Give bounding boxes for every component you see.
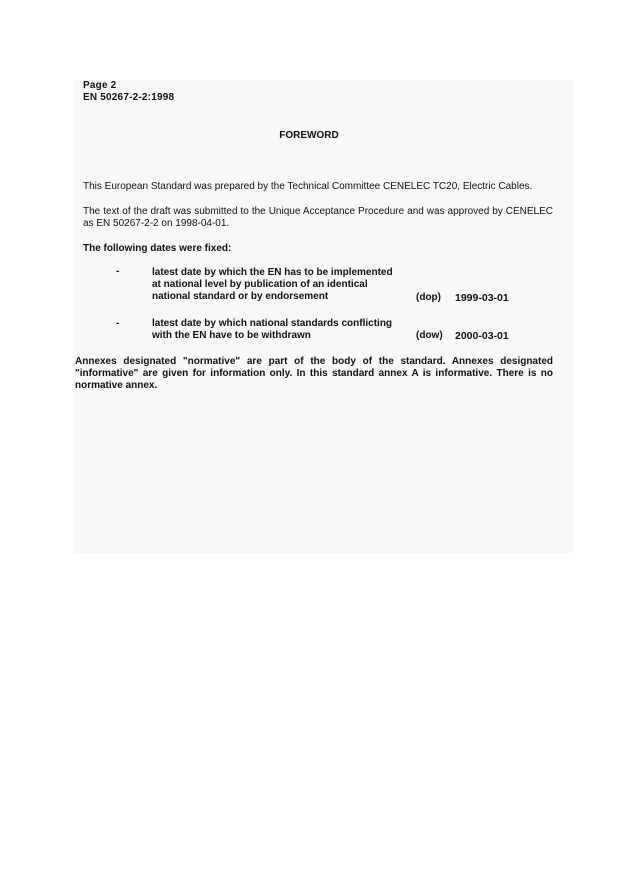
date-item-line: with the EN have to be withdrawn: [152, 330, 311, 341]
date-abbr-dop: (dop): [416, 292, 441, 303]
date-item-line: latest date by which national standards conflicting: [152, 318, 393, 329]
scanned-page-area: [73, 80, 573, 553]
document-id: EN 50267-2-2:1998: [83, 92, 175, 103]
list-bullet: -: [116, 266, 120, 277]
paragraph-dates-intro: The following dates were fixed:: [83, 243, 232, 254]
date-item-line: national standard or by endorsement: [152, 291, 329, 302]
date-value-dow: 2000-03-01: [455, 330, 509, 342]
date-item-dow-text: [152, 318, 412, 342]
paragraph-annexes: Annexes designated "normative" are part of the body of the standard. Annexes designated "informative" are given for information only. In this standard annex A is informative. There is no normative annex.: [75, 356, 553, 391]
date-value-dop: 1999-03-01: [455, 292, 509, 304]
date-abbr-dow: (dow): [416, 330, 443, 341]
page-header: [83, 80, 174, 104]
date-item-line: latest date by which the EN has to be implemented: [152, 267, 393, 278]
list-bullet: -: [116, 318, 120, 329]
paragraph-approval: The text of the draft was submitted to the Unique Acceptance Procedure and was approved by CENELEC as EN 50267-2-2 on 1998-04-01.: [83, 206, 553, 229]
section-title: FOREWORD: [279, 130, 339, 141]
paragraph-committee: This European Standard was prepared by the Technical Committee CENELEC TC20, Electric Cables.: [83, 181, 533, 192]
date-item-dop-text: [152, 267, 412, 303]
page-number: Page 2: [83, 80, 117, 91]
date-item-line: at national level by publication of an identical: [152, 279, 368, 290]
